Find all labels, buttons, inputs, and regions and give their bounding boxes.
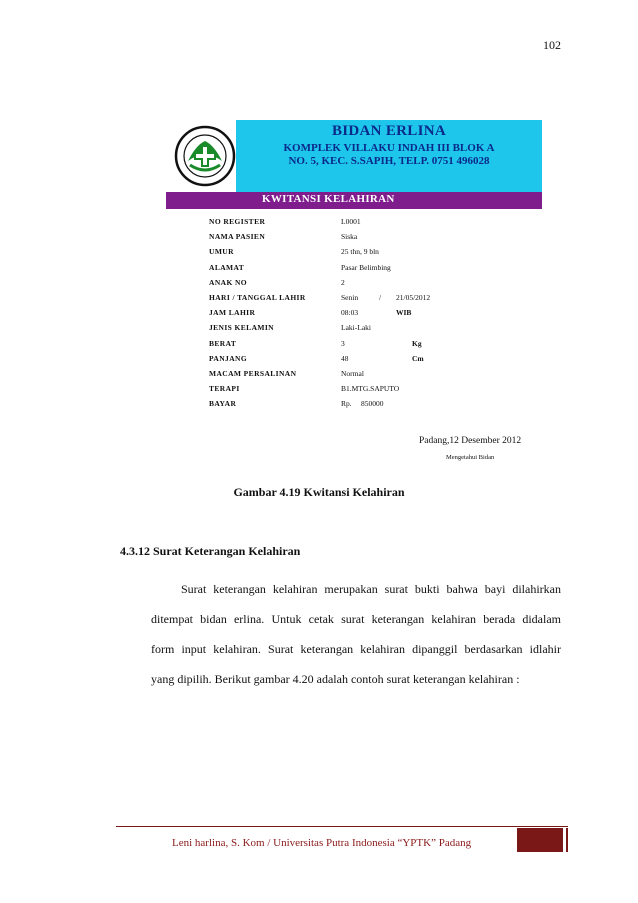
footer-text: Leni harlina, S. Kom / Universitas Putra Indonesia “YPTK” Padang [172, 837, 472, 849]
receipt-title-band [166, 192, 542, 209]
field-value: 48 [341, 353, 349, 363]
paragraph-line: ditempat bidan erlina. Untuk cetak surat keterangan kelahiran berada didalam [151, 612, 561, 626]
field-row [209, 263, 509, 278]
field-label: TERAPI [209, 384, 240, 394]
section-heading: 4.3.12 Surat Keterangan Kelahiran [120, 544, 301, 558]
field-row [209, 399, 509, 414]
receipt-title: KWITANSI KELAHIRAN [262, 193, 395, 205]
signature-place-date: Padang,12 Desember 2012 [419, 436, 522, 446]
field-row [209, 278, 509, 293]
field-label: BERAT [209, 338, 237, 348]
field-row [209, 232, 509, 247]
footer-ornament-edge [566, 828, 568, 852]
field-row [209, 354, 509, 369]
field-row [209, 217, 509, 232]
clinic-address-line2: NO. 5, KEC. S.SAPIH, TELP. 0751 496028 [288, 155, 490, 167]
field-label: ANAK NO [209, 277, 248, 287]
figure-caption: Gambar 4.19 Kwitansi Kelahiran [233, 485, 405, 499]
field-value: Rp. 850000 [341, 399, 384, 409]
field-label: PANJANG [209, 353, 248, 363]
footer-ornament [517, 828, 565, 852]
clinic-name: BIDAN ERLINA [331, 123, 447, 139]
field-row [209, 339, 509, 354]
field-value: 08:03 [341, 308, 359, 318]
field-row [209, 369, 509, 384]
paragraph-line: Surat keterangan kelahiran merupakan surat bukti bahwa bayi dilahirkan [181, 582, 561, 596]
field-value: 3 [341, 338, 345, 348]
field-row [209, 384, 509, 399]
clinic-banner [236, 120, 542, 192]
date-separator: / [379, 292, 382, 302]
paragraph-line: form input kelahiran. Surat keterangan kelahiran dipanggil berdasarkan idlahir [151, 642, 561, 656]
field-value: 2 [341, 277, 345, 287]
body-paragraph [151, 574, 561, 694]
field-label: UMUR [209, 247, 234, 257]
clinic-address-line1: KOMPLEK VILLAKU INDAH III BLOK A [283, 142, 495, 154]
field-row [209, 323, 509, 338]
field-value: Senin [341, 292, 359, 302]
field-value: Siska [341, 232, 358, 242]
field-label: ALAMAT [209, 262, 245, 272]
field-label: BAYAR [209, 399, 237, 409]
field-label: NAMA PASIEN [209, 232, 266, 242]
field-row [209, 308, 509, 323]
field-row [209, 247, 509, 262]
field-label: NO REGISTER [209, 217, 266, 226]
footer-rule [116, 826, 568, 827]
field-unit: WIB [396, 308, 412, 318]
paragraph-line: yang dipilih. Berikut gambar 4.20 adalah contoh surat keterangan kelahiran : [151, 672, 520, 686]
field-value: Normal [341, 368, 364, 378]
bakti-husada-logo-icon [174, 125, 236, 187]
field-value: L0001 [341, 217, 361, 226]
field-label: HARI / TANGGAL LAHIR [209, 292, 306, 302]
birth-date: 21/05/2012 [396, 292, 431, 302]
field-label: JENIS KELAMIN [209, 323, 275, 333]
receipt-header [166, 120, 542, 192]
field-label: MACAM PERSALINAN [209, 368, 297, 378]
field-value: Laki-Laki [341, 323, 371, 333]
receipt-fields [209, 217, 509, 414]
signature-label: Mengetahui Bidan [446, 454, 495, 461]
field-label: JAM LAHIR [209, 308, 256, 318]
field-unit: Cm [412, 353, 424, 363]
receipt-figure [166, 120, 542, 470]
field-row [209, 293, 509, 308]
field-unit: Kg [412, 338, 422, 348]
field-value: Pasar Belimbing [341, 262, 391, 272]
logo-area [166, 120, 236, 192]
page-number: 102 [543, 38, 561, 52]
field-value: B1.MTG.SAPUTO [341, 384, 400, 394]
field-value: 25 thn, 9 bln [341, 247, 379, 257]
